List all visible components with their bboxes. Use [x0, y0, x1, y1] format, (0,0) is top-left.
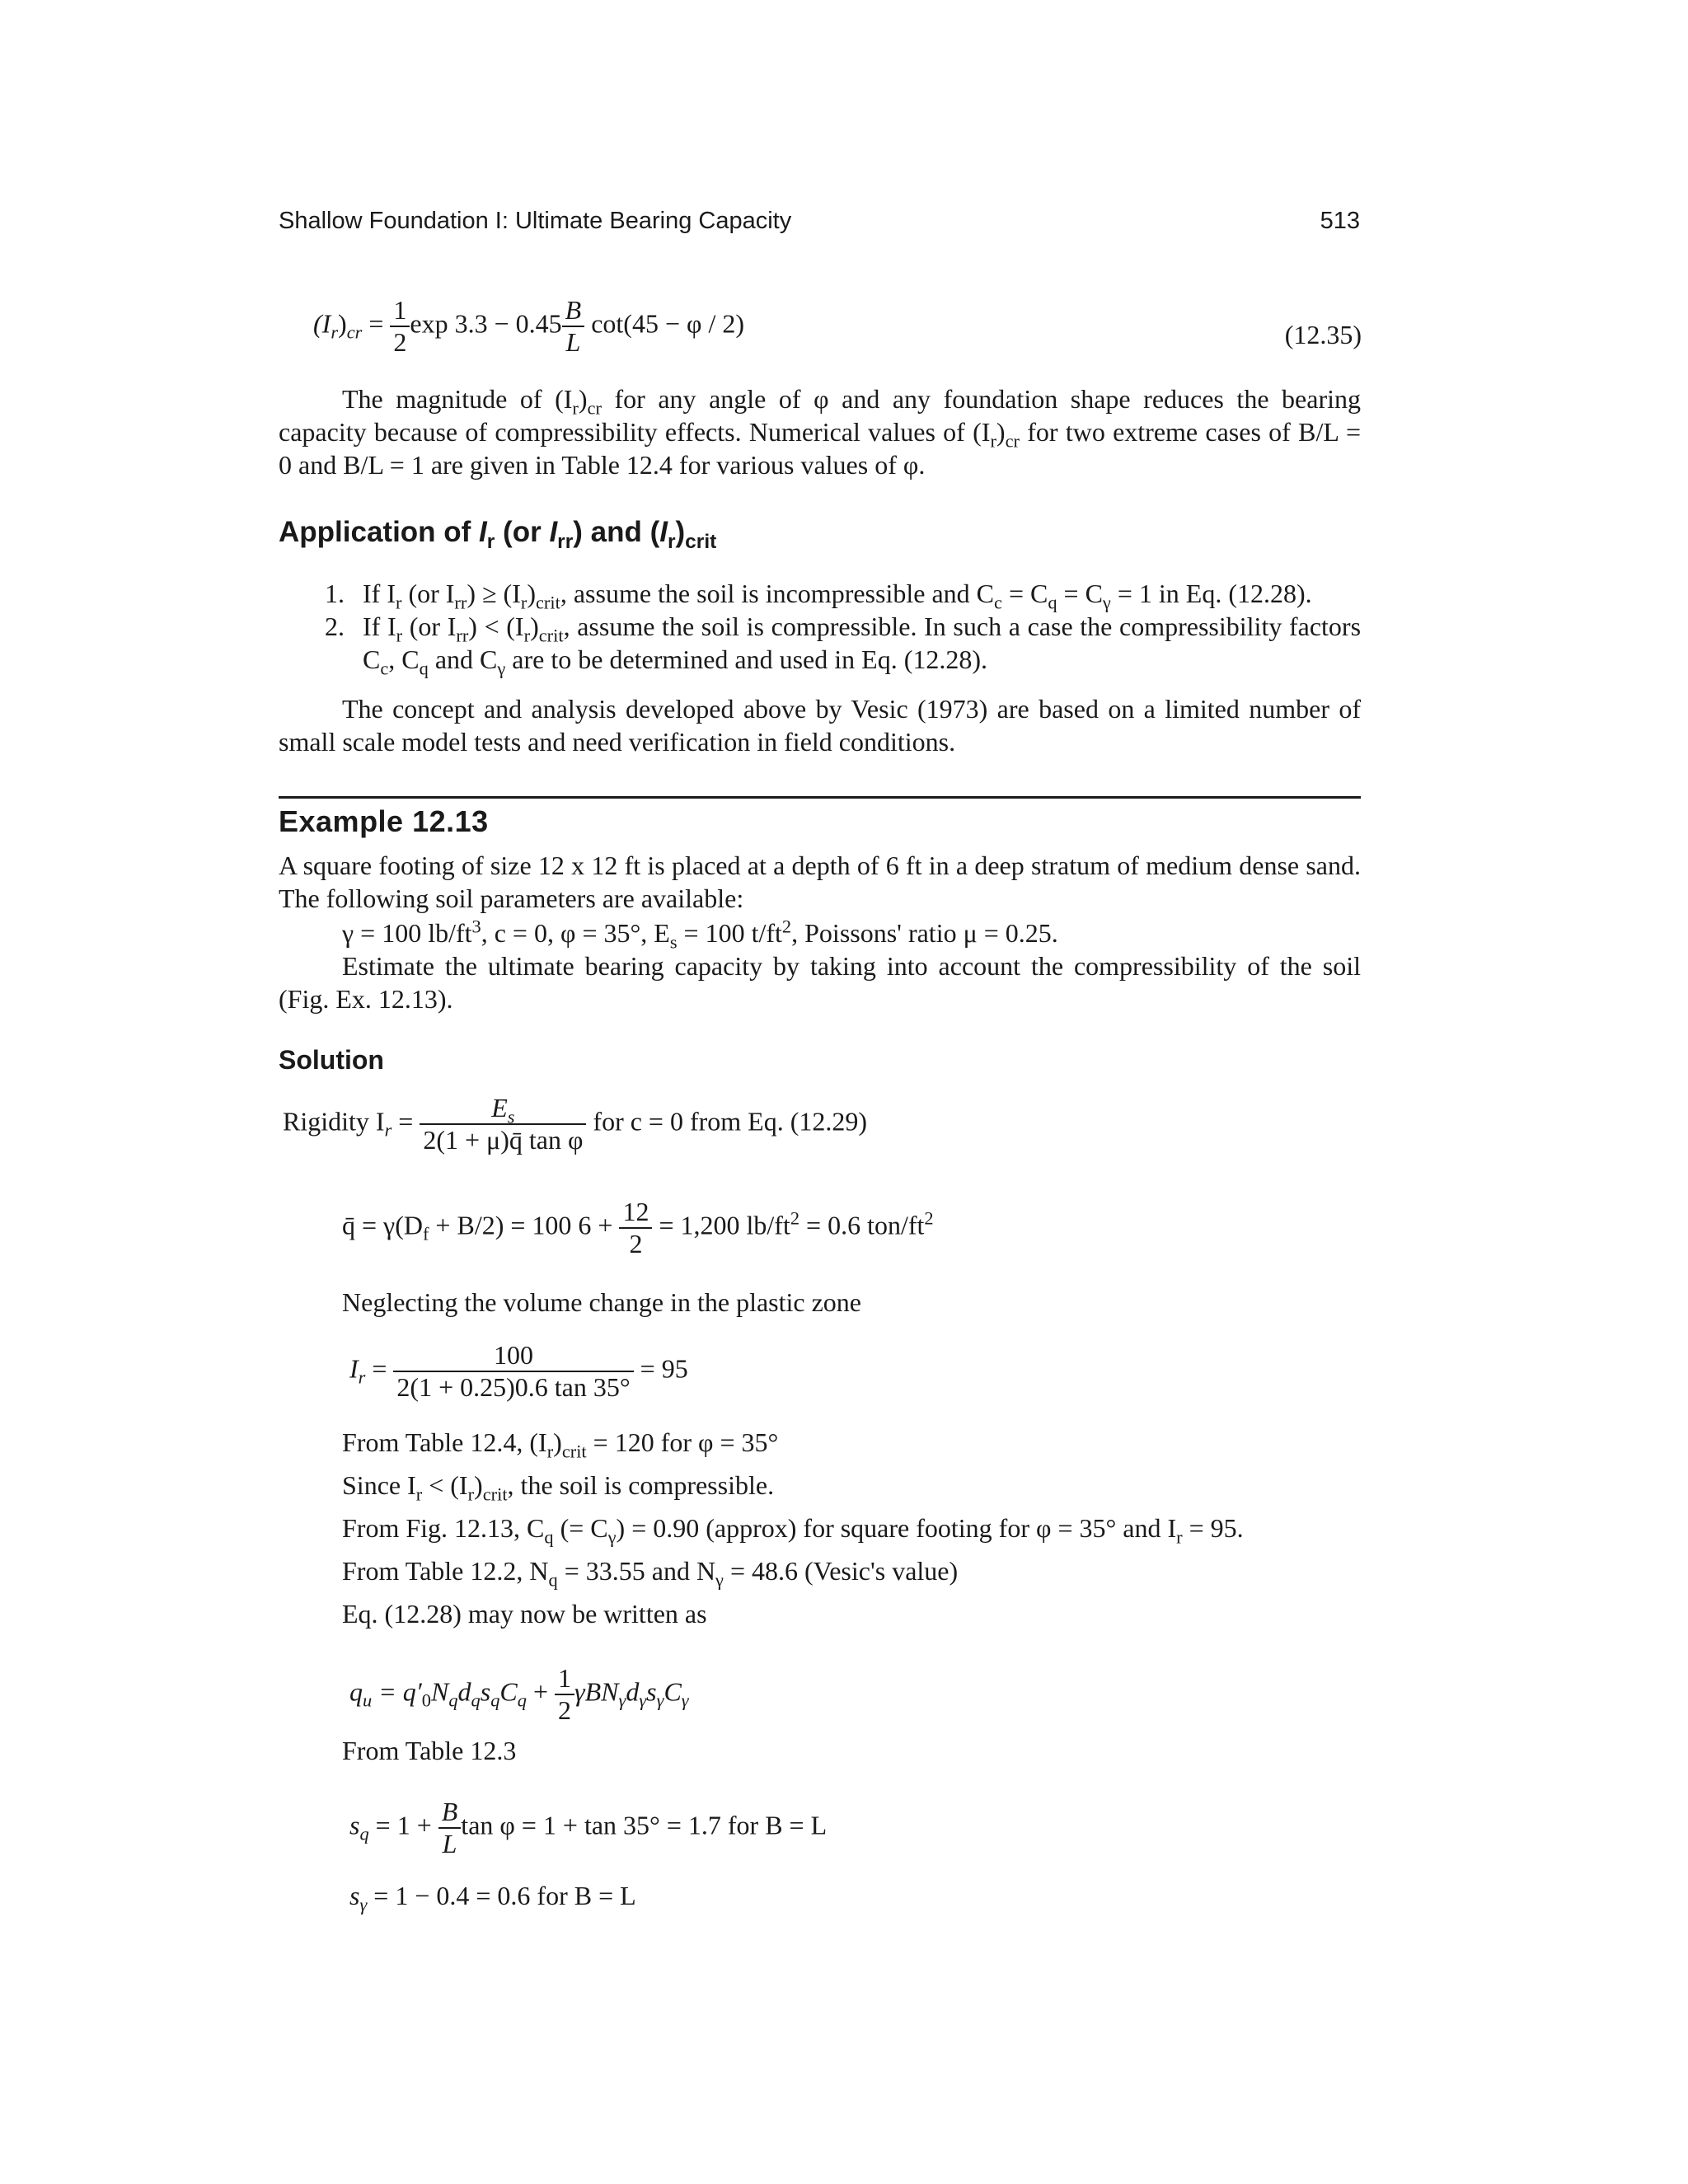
equation-number: (12.35): [1284, 320, 1362, 349]
paragraph-compressibility: The magnitude of $(I_r)_{cr}$ for any angle of φ and any foundation shape reduces the bearing capacity because of compressibility effects. Numerical values of $(I_r)_{cr}$ for two extreme cases of B/L = 0 and B/L = 1 are given in Table 12.4 for various values of φ.: [279, 384, 1362, 480]
application-list: [312, 577, 1362, 679]
ir-calculation: $I_r$ = $\frac{100}{2(1 + 0.25)0.6 \tan 35^\circ}$ = 95: [349, 1340, 688, 1402]
solution-line-fig-12-13: From Fig. 12.13, $C_q$ (= $C_\gamma) = 0.90$ (approx) for square footing for φ = 35° and $I_r = 95$.: [342, 1513, 1244, 1548]
from-table-12-3: From Table 12.3: [342, 1736, 517, 1765]
list-item: 1. If $I_r$ (or $I_{rr}) \ge (I_r)_{crit}$, assume the soil is incompressible and $C_c = C_q = C_\gamma = 1$ in Eq. (12.28).: [325, 579, 1312, 613]
list-item: 2. If $I_r$ (or $I_{rr}) < (I_r)_{crit}$, assume the soil is compressible. In such a case the compressibility factors $C_c$, $C_q$ and $C_\gamma$ are to be determined and used in Eq. (12.28).: [325, 612, 1362, 679]
paragraph-vesic: The concept and analysis developed above by Vesic (1973) are based on a limited number of small scale model tests and need verification in field conditions.: [279, 694, 1361, 757]
page-number: 513: [1320, 208, 1360, 234]
running-title: Shallow Foundation I: Ultimate Bearing Capacity: [279, 208, 792, 234]
solution-line-table-12-2: From Table 12.2, $N_q = 33.55$ and $N_\gamma = 48.6$ (Vesic's value): [342, 1556, 959, 1591]
solution-line-table-12-4: From Table 12.4, $(I_r)_{crit} = 120$ for φ = 35°: [342, 1427, 779, 1462]
rigidity-equation: Rigidity $I_r$ = $\frac{E_s}{\text{2(1 + μ)q̄ tan φ}}$ for c = 0 from Eq. (12.29): [283, 1093, 868, 1155]
section-heading-application: Application of $I_r$ (or $I_{rr}$) and $(I_r)_{crit}$: [279, 516, 717, 553]
solution-heading: Solution: [279, 1045, 384, 1075]
example-statement: A square footing of size 12 x 12 ft is placed at a depth of 6 ft in a deep stratum of medium dense sand. The following soil parameters are available:: [279, 851, 1361, 913]
example-task: Estimate the ultimate bearing capacity by taking into account the compressibility of the soil (Fig. Ex. 12.13).: [279, 951, 1361, 1014]
example-title: Example 12.13: [279, 804, 489, 838]
equation-12-35: $(I_r)_{cr}$ = $\frac{1}{2}$ exp 3.3 − 0.45 $\frac{B}{L}$ cot(45 − φ / 2): [313, 295, 744, 357]
neglecting-note: Neglecting the volume change in the plastic zone: [342, 1287, 861, 1317]
soil-parameters: γ = 100 $lb/ft^3$, c = 0, φ = 35°, $E_s = 100$ $t/ft^2$, Poissons' ratio μ = 0.25.: [342, 916, 1058, 953]
sgamma-equation: $s_\gamma = 1 - 0.4 = 0.6$ for B = L: [349, 1881, 636, 1915]
solution-line-since: Since $I_r < (I_r)_{crit}$, the soil is compressible.: [342, 1470, 775, 1505]
qbar-equation: q̄ = $\gamma(D_f + B/2) = 100$ 6 + $\frac{12}{2}$ = 1,200 $lb/ft^2 = 0.6$ ton/$ft^2$: [342, 1197, 934, 1258]
sq-equation: $s_q = 1$ + $\frac{B}{L}$ tan φ = 1 + tan 35° = 1.7 for B = L: [349, 1797, 828, 1858]
solution-line-eq-12-28: Eq. (12.28) may now be written as: [342, 1599, 707, 1629]
section-divider: [279, 796, 1361, 799]
qu-equation: $q_u = q'_0N_qd_qs_qC_q$ + $\frac{1}{2}$ $\gamma BN_\gamma d_\gamma s_\gamma C_\gamma$: [349, 1663, 689, 1725]
